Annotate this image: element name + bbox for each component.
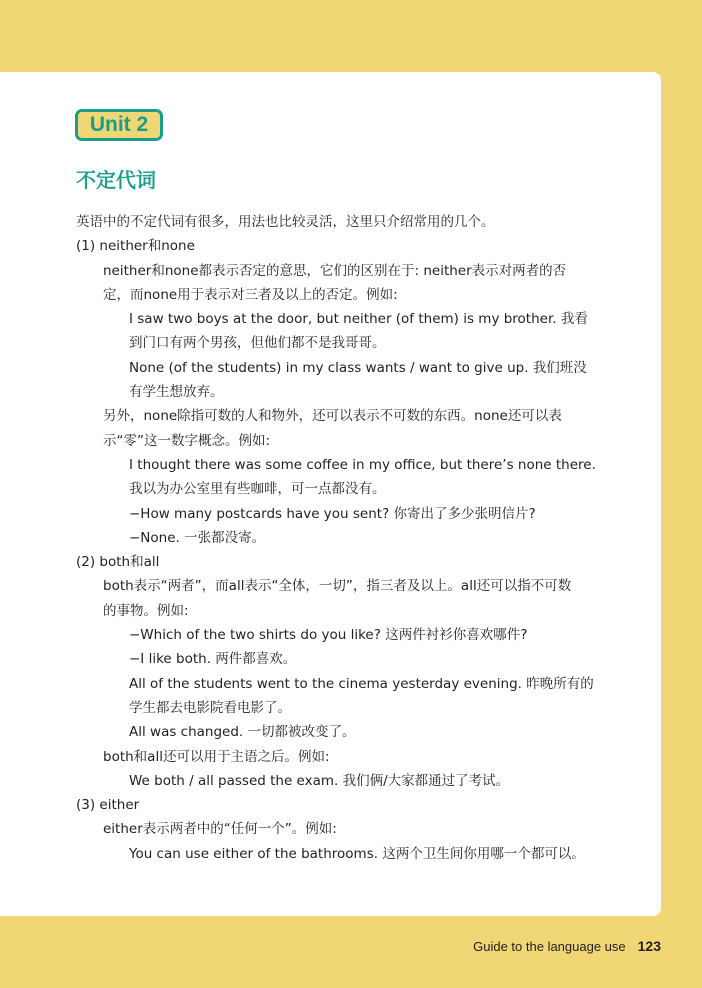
text-line: −Which of the two shirts do you like? 这两件衬衫你喜欢哪件? [129,627,528,644]
text-line: 到门口有两个男孩，但他们都不是我哥哥。 [129,335,386,352]
text-line: All of the students went to the cinema yesterday evening. 昨晚所有的 [129,675,594,692]
text-line: (1) neither和none [76,238,195,255]
text-line: both表示“两者”，而all表示“全体，一切”，指三者及以上。all还可以指不可数 [103,578,572,595]
text-line: either表示两者中的“任何一个”。例如: [103,821,337,838]
text-line: I saw two boys at the door, but neither (of them) is my brother. 我看 [129,311,588,328]
body-text [76,210,606,866]
text-line: −How many postcards have you sent? 你寄出了多少张明信片? [129,505,536,522]
text-line: (3) either [76,797,140,814]
text-line: 我以为办公室里有些咖啡，可一点都没有。 [129,481,386,498]
text-line: All was changed. 一切都被改变了。 [129,724,356,741]
text-line: None (of the students) in my class wants / want to give up. 我们班没 [129,359,587,376]
text-line: 定，而none用于表示对三者及以上的否定。例如: [103,286,398,303]
section-title: 不定代词 [76,168,156,192]
footer-text: Guide to the language use [473,939,626,954]
page-number: 123 [637,938,661,954]
text-line: 示“零”这一数字概念。例如: [103,432,271,449]
text-line: both和all还可以用于主语之后。例如: [103,748,330,765]
text-line: You can use either of the bathrooms. 这两个卫生间你用哪一个都可以。 [129,845,585,862]
text-line: 另外，none除指可数的人和物外，还可以表示不可数的东西。none还可以表 [103,408,562,425]
text-line: −None. 一张都没寄。 [129,529,266,546]
footer [473,938,661,954]
text-line: neither和none都表示否定的意思，它们的区别在于: neither表示对两者的否 [103,262,567,279]
text-line: I thought there was some coffee in my office, but there’s none there. [129,456,596,473]
text-line: (2) both和all [76,554,160,571]
unit-badge: Unit 2 [75,109,163,141]
text-line: 英语中的不定代词有很多，用法也比较灵活，这里只介绍常用的几个。 [76,214,495,230]
text-line: 有学生想放弃。 [129,384,224,401]
text-line: 的事物。例如: [103,602,189,619]
text-line: −I like both. 两件都喜欢。 [129,651,297,668]
text-line: 学生都去电影院看电影了。 [129,699,291,716]
text-line: We both / all passed the exam. 我们俩/大家都通过了考试。 [129,772,510,789]
